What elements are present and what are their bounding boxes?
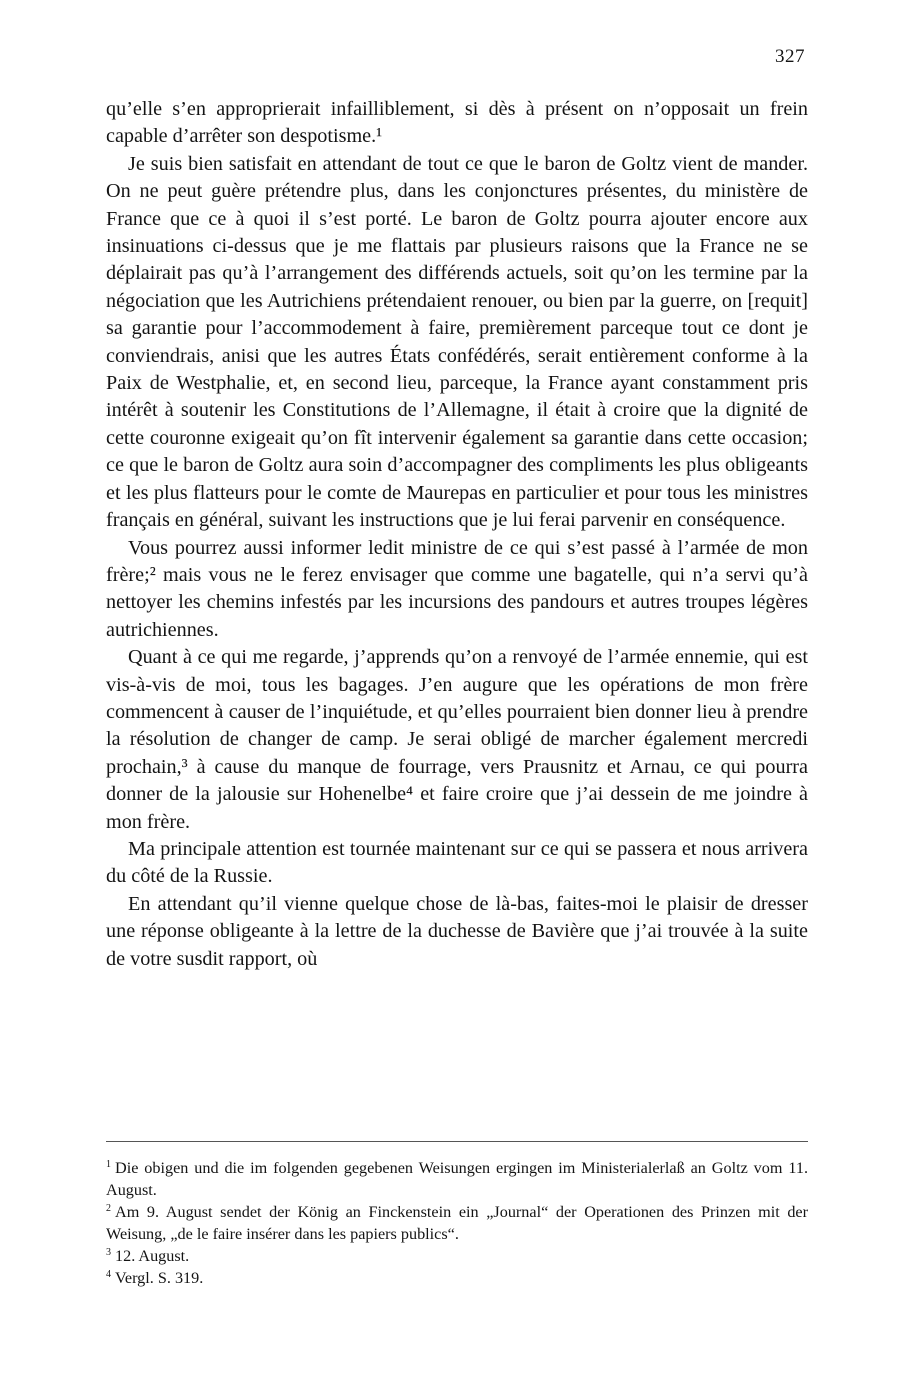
footnote-mark: 2 <box>106 1202 111 1214</box>
footnote-mark: 3 <box>106 1246 111 1258</box>
page-number: 327 <box>775 46 805 67</box>
footnote-text: Die obigen und die im folgenden gegebenen Weisungen ergingen im Ministerialerlaß an Goltz vom 11. August. <box>106 1159 808 1199</box>
paragraph: Je suis bien satisfait en attendant de tout ce que le baron de Goltz vient de mander. On ne peut guère prétendre plus, dans les conjonctures présentes, du ministère de France que ce à quoi il s’est porté. Le baron de Goltz pourra ajouter encore aux insinuations ci-dessus que je me flattais par plusieurs raisons que la France ne se déplairait pas qu’à l’arrangement des différends actuels, soit qu’on les termine par la négociation que les Autrichiens prétendaient renouer, ou bien par la guerre, on [requit] sa garantie pour l’accommodement à faire, premièrement parceque tout ce dont je conviendrais, anisi que les autres États confédérés, serait entièrement conforme à la Paix de Westphalie, et, en second lieu, parceque, la France ayant constamment pris intérêt à soutenir les Constitutions de l’Allemagne, il était à croire que la dignité de cette couronne exigeait qu’on fît intervenir également sa garantie dans cette occasion; ce que le baron de Goltz aura soin d’accompagner des compliments les plus obligeants et les plus flatteurs pour le comte de Maurepas en particulier et pour tous les ministres français en général, suivant les instructions que je lui ferai parvenir en conséquence. <box>106 152 808 532</box>
footnote-mark: 1 <box>106 1158 111 1170</box>
footnote-text: Am 9. August sendet der König an Finckenstein ein „Journal“ der Operationen des Prinzen mit der Weisung, „de le faire insérer dans les papiers publics“. <box>106 1203 808 1243</box>
body-text <box>106 96 808 973</box>
footnote <box>106 1267 808 1289</box>
footnote-divider <box>106 1141 808 1142</box>
footnote-text: Vergl. S. 319. <box>115 1269 204 1287</box>
footnotes <box>106 1157 808 1289</box>
footnote <box>106 1201 808 1245</box>
paragraph: Vous pourrez aussi informer ledit ministre de ce qui s’est passé à l’armée de mon frère;² mais vous ne le ferez envisager que comme une bagatelle, qui n’a servi qu’à nettoyer les chemins infestés par les incursions des pandours et autres troupes légères autrichiennes. <box>106 536 808 641</box>
paragraph: Quant à ce qui me regarde, j’apprends qu’on a renvoyé de l’armée ennemie, qui est vis-à-vis de moi, tous les bagages. J’en augure que les opérations de mon frère commencent à causer de l’inquiétude, et qu’elles pourraient bien donner lieu à prendre la résolution de changer de camp. Je serai obligé de marcher également mercredi prochain,³ à cause du manque de fourrage, vers Prausnitz et Arnau, ce qui pourra donner de la jalousie sur Hohenelbe⁴ et faire croire que j’ai dessein de me joindre à mon frère. <box>106 646 808 833</box>
footnote-text: 12. August. <box>115 1247 190 1265</box>
footnote <box>106 1245 808 1267</box>
footnote <box>106 1157 808 1201</box>
paragraph: qu’elle s’en approprierait infailliblement, si dès à présent on n’opposait un frein capable d’arrêter son despotisme.¹ <box>106 98 808 148</box>
paragraph: En attendant qu’il vienne quelque chose de là-bas, faites-moi le plaisir de dresser une réponse obligeante à la lettre de la duchesse de Bavière que j’ai trouvée à la suite de votre susdit rapport, où <box>106 892 808 970</box>
paragraph: Ma principale attention est tournée maintenant sur ce qui se passera et nous arrivera du côté de la Russie. <box>106 837 808 888</box>
footnote-mark: 4 <box>106 1268 111 1280</box>
